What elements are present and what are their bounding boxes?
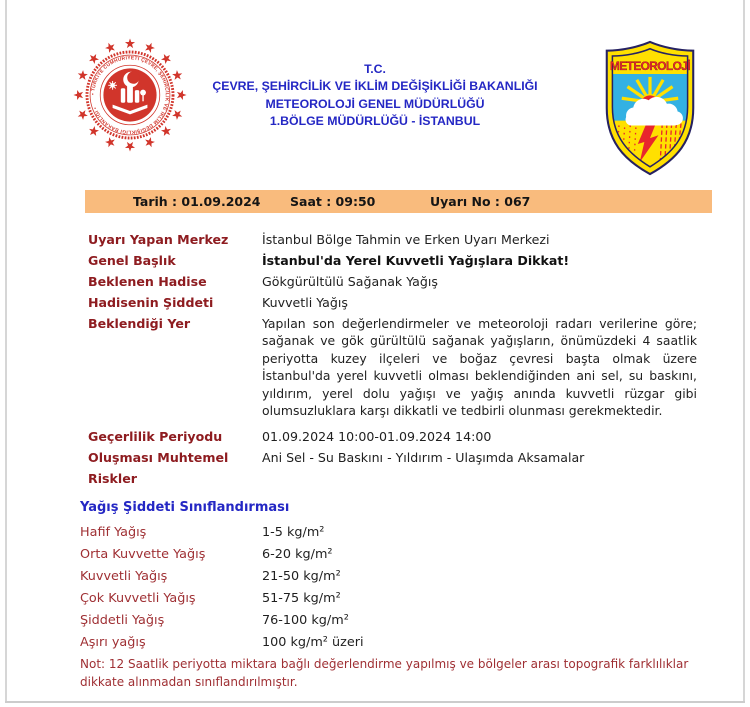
classification-row (80, 610, 700, 632)
field-row-validity-period (88, 426, 697, 447)
field-row-general-title (88, 250, 697, 271)
field-value: Gökgürültülü Sağanak Yağış (262, 274, 438, 289)
info-bar (85, 190, 712, 213)
field-value: Kuvvetli Yağış (262, 295, 348, 310)
title-line-region: 1.BÖLGE MÜDÜRLÜĞÜ - İSTANBUL (269, 113, 481, 128)
title-line-ministry: ÇEVRE, ŞEHİRCİLİK VE İKLİM DEĞİŞİKLİĞİ BAKANLIĞI (212, 79, 538, 94)
field-label: Hadisenin Şiddeti (88, 295, 214, 310)
title-line-directorate: METEOROLOJİ GENEL MÜDÜRLÜĞÜ (265, 96, 485, 111)
field-row-issuing-center (88, 229, 697, 250)
field-label: Beklendiği Yer (88, 316, 191, 331)
field-label: Beklenen Hadise (88, 274, 207, 289)
field-value: Yapılan son değerlendirmeler ve meteoroloji radarı verilerine göre; sağanak ve gök gürültülü sağanak yağışların, önümüzdeki 4 saatlik periyotta kuzey ilçeleri ve boğaz çevresi başta olmak üzere İstanbul'da yerel kuvvetli olması beklendiğinden ani sel, su baskını, yıldırım, yerel dolu yağışı ve yağış anında kuvvetli rüzgar gibi olumsuzluklara karşı dikkatli ve tedbirli olunması gerekmektedir. (262, 316, 697, 419)
classification-label: Hafif Yağış (80, 525, 147, 540)
classification-label: Çok Kuvvetli Yağış (80, 591, 196, 606)
field-row-event-severity (88, 292, 697, 313)
classification-value: 1-5 kg/m² (262, 525, 325, 540)
field-row-expected-location (88, 313, 697, 426)
title-line-tc: T.C. (364, 62, 386, 76)
classification-label: Aşırı yağış (80, 635, 146, 650)
rainfall-classification (80, 499, 700, 691)
classification-value: 21-50 kg/m² (262, 569, 341, 584)
field-row-possible-risks (88, 447, 697, 489)
note-text: Not: 12 Saatlik periyotta miktara bağlı değerlendirme yapılmış ve bölgeler arası topografik farklılıklar dikkate alınmadan sınıflandırılmıştır. (80, 657, 689, 689)
field-row-expected-event (88, 271, 697, 292)
meteoroloji-logo-text: METEOROLOJİ (610, 58, 690, 74)
classification-label: Orta Kuvvette Yağış (80, 547, 206, 562)
classification-title: Yağış Şiddeti Sınıflandırması (80, 500, 290, 515)
classification-row (80, 544, 700, 566)
date-label: Tarih : 01.09.2024 (133, 194, 261, 209)
field-value: İstanbul Bölge Tahmin ve Erken Uyarı Merkezi (262, 232, 550, 247)
meteoroloji-logo-icon (603, 40, 697, 176)
classification-row (80, 566, 700, 588)
warning-number-label: Uyarı No : 067 (430, 194, 531, 209)
ministry-seal-text: • TÜRKİYE CUMHURİYETİ ÇEVRE, ŞEHİRCİLİK VE İKLİM DEĞİŞİKLİĞİ BAKANLIĞI • (91, 56, 169, 134)
field-label: Uyarı Yapan Merkez (88, 232, 229, 247)
field-value: 01.09.2024 10:00-01.09.2024 14:00 (262, 429, 492, 445)
classification-row (80, 588, 700, 610)
classification-value: 76-100 kg/m² (262, 613, 349, 628)
classification-value: 51-75 kg/m² (262, 591, 341, 606)
classification-value: 100 kg/m² üzeri (262, 635, 364, 650)
field-value: Ani Sel - Su Baskını - Yıldırım - Ulaşımda Aksamalar (262, 450, 585, 466)
page-border-right (743, 0, 745, 703)
page-border-bottom (5, 701, 745, 703)
time-label: Saat : 09:50 (290, 194, 376, 209)
document-title (150, 61, 600, 130)
warning-fields (88, 229, 697, 489)
field-label: Geçerlilik Periyodu (88, 429, 223, 445)
field-value: İstanbul'da Yerel Kuvvetli Yağışlara Dikkat! (262, 253, 570, 268)
field-label: Oluşması Muhtemel Riskler (88, 450, 229, 487)
classification-label: Şiddetli Yağış (80, 613, 165, 628)
classification-label: Kuvvetli Yağış (80, 569, 168, 584)
classification-row (80, 522, 700, 544)
classification-row (80, 632, 700, 654)
classification-value: 6-20 kg/m² (262, 547, 333, 562)
field-label: Genel Başlık (88, 253, 176, 268)
page-border-left (5, 0, 7, 703)
